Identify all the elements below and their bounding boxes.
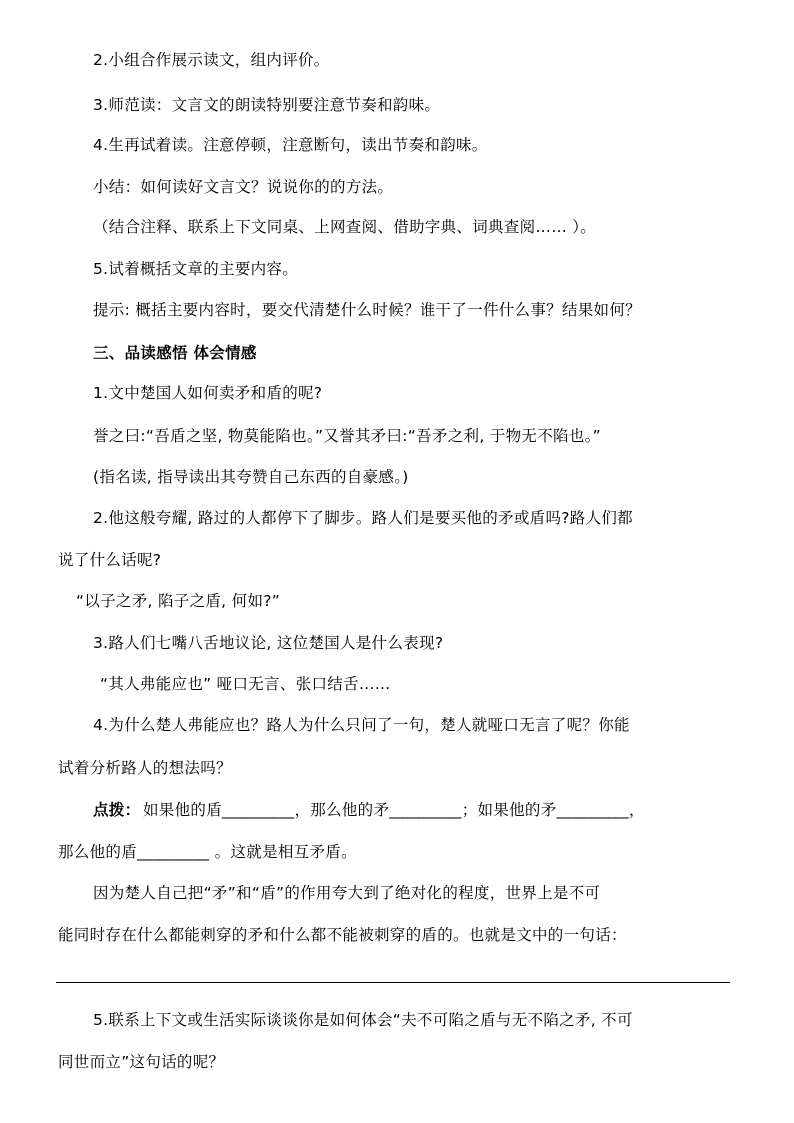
text-line-21: 因为楚人自己把“矛”和“盾”的作用夸大到了绝对化的程度，世界上是不可 xyxy=(93,884,601,902)
text-line-7: 提示: 概括主要内容时，要交代清楚什么时候？谁干了一件什么事？结果如何？ xyxy=(93,301,641,319)
text-line-2: 3.师范读：文言文的朗读特别要注意节奏和韵味。 xyxy=(93,96,441,114)
text-line-11: (指名读, 指导读出其夸赞自己东西的自豪感。) xyxy=(93,468,409,486)
text-line-14: “以子之矛, 陷子之盾, 何如?” xyxy=(76,592,281,610)
text-line-18: 试着分析路人的想法吗？ xyxy=(58,759,232,777)
section-heading: 三、品读感悟 体会情感 xyxy=(93,344,257,362)
text-line-3: 4.生再试着读。注意停顿，注意断句，读出节奏和韵味。 xyxy=(93,136,488,154)
text-line-24: 同世而立”这句话的呢？ xyxy=(58,1053,225,1071)
text-line-12: 2.他这般夸耀, 路过的人都停下了脚步。路人们是要买他的矛或盾吗?路人们都 xyxy=(93,509,633,527)
text-line-4: 小结：如何读好文言文？说说你的的方法。 xyxy=(93,178,394,196)
text-line-1: 2.小组合作展示读文，组内评价。 xyxy=(93,51,330,69)
text-line-9: 1.文中楚国人如何卖矛和盾的呢? xyxy=(93,384,323,402)
text-line-6: 5.试着概括文章的主要内容。 xyxy=(93,260,298,278)
hint-label: 点拨： xyxy=(93,801,141,819)
text-line-10: 誉之曰:“吾盾之坚, 物莫能陷也。”又誉其矛曰:“吾矛之利, 于物无不陷也。” xyxy=(93,427,601,445)
text-line-20: 那么他的盾_________ 。这就是相互矛盾。 xyxy=(58,843,357,861)
text-line-13: 说了什么话呢? xyxy=(58,551,162,569)
answer-line xyxy=(56,982,730,983)
text-line-19: 如果他的盾_________，那么他的矛_________；如果他的矛_________， xyxy=(143,801,645,819)
text-line-15: 3.路人们七嘴八舌地议论, 这位楚国人是什么表现? xyxy=(93,634,444,652)
text-line-22: 能同时存在什么都能刺穿的矛和什么都不能被刺穿的盾的。也就是文中的一句话： xyxy=(58,926,627,944)
text-line-5: （结合注释、联系上下文同桌、上网查阅、借助字典、词典查阅…… ）。 xyxy=(93,218,597,236)
text-line-17: 4.为什么楚人弗能应也？路人为什么只问了一句，楚人就哑口无言了呢？你能 xyxy=(93,716,630,734)
text-line-23: 5.联系上下文或生活实际谈谈你是如何体会“夫不可陷之盾与无不陷之矛, 不可 xyxy=(93,1011,633,1029)
text-line-16: “其人弗能应也” 哑口无言、张口结舌…… xyxy=(100,675,391,693)
